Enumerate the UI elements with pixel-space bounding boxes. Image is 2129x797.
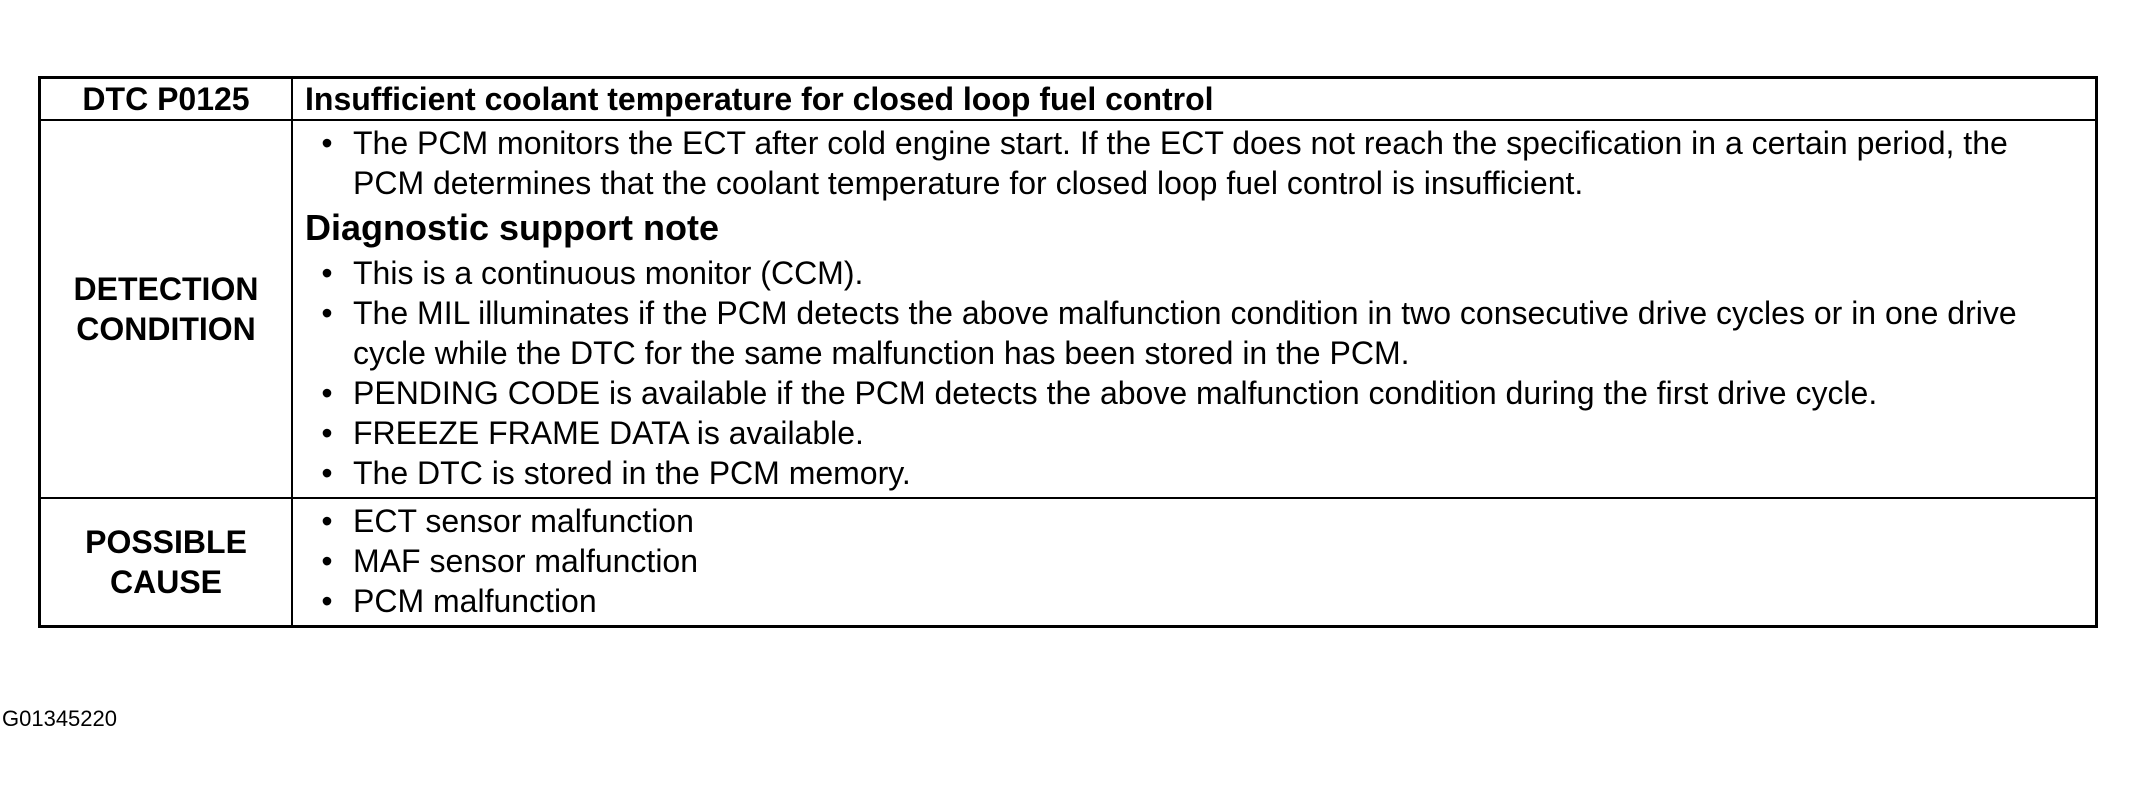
bullet-icon: •: [321, 295, 333, 331]
detection-condition-content: [292, 120, 2097, 498]
list-item: [305, 453, 2083, 493]
possible-cause-content: [292, 498, 2097, 627]
detection-row: [40, 120, 2097, 498]
list-item-text: The MIL illuminates if the PCM detects the above malfunction condition in two consecutive drive cycles or in one drive cycle while the DTC for the same malfunction has been stored in the PCM.: [353, 295, 2017, 371]
possible-cause-label-line2: CAUSE: [109, 564, 222, 600]
list-item-text: FREEZE FRAME DATA is available.: [353, 415, 864, 451]
dtc-table: [38, 76, 2098, 628]
possible-cause-row: [40, 498, 2097, 627]
list-item: [305, 253, 2083, 293]
bullet-icon: •: [321, 455, 333, 491]
dtc-title: Insufficient coolant temperature for closed loop fuel control: [292, 78, 2097, 121]
detection-condition-label: [40, 120, 293, 498]
bullet-icon: •: [321, 415, 333, 451]
detection-label-line1: DETECTION: [73, 271, 259, 307]
bullet-icon: •: [321, 543, 333, 579]
detection-intro-list: [305, 123, 2083, 203]
list-item-text: PCM malfunction: [353, 583, 597, 619]
list-item: [305, 501, 2083, 541]
figure-id: G01345220: [2, 706, 117, 731]
list-item-text: ECT sensor malfunction: [353, 503, 694, 539]
list-item-text: The PCM monitors the ECT after cold engine start. If the ECT does not reach the specification in a certain period, the PCM determines that the coolant temperature for closed loop fuel control is insufficient.: [353, 125, 2008, 201]
header-row: [40, 78, 2097, 121]
diagnostic-support-heading: Diagnostic support note: [305, 207, 719, 248]
bullet-icon: •: [321, 255, 333, 291]
possible-cause-label-line1: POSSIBLE: [85, 524, 247, 560]
list-item-text: The DTC is stored in the PCM memory.: [353, 455, 911, 491]
bullet-icon: •: [321, 583, 333, 619]
bullet-icon: •: [321, 125, 333, 161]
list-item: [305, 373, 2083, 413]
dtc-code: DTC P0125: [40, 78, 293, 121]
list-item: [305, 581, 2083, 621]
list-item-text: This is a continuous monitor (CCM).: [353, 255, 864, 291]
possible-cause-list: [305, 501, 2083, 621]
possible-cause-label: [40, 498, 293, 627]
list-item: [305, 413, 2083, 453]
diagnostic-support-list: [305, 253, 2083, 493]
list-item-text: PENDING CODE is available if the PCM detects the above malfunction condition during the first drive cycle.: [353, 375, 1878, 411]
bullet-icon: •: [321, 375, 333, 411]
list-item-text: MAF sensor malfunction: [353, 543, 699, 579]
bullet-icon: •: [321, 503, 333, 539]
list-item: [305, 293, 2083, 373]
list-item: [305, 541, 2083, 581]
list-item: [305, 123, 2083, 203]
detection-label-line2: CONDITION: [76, 311, 256, 347]
